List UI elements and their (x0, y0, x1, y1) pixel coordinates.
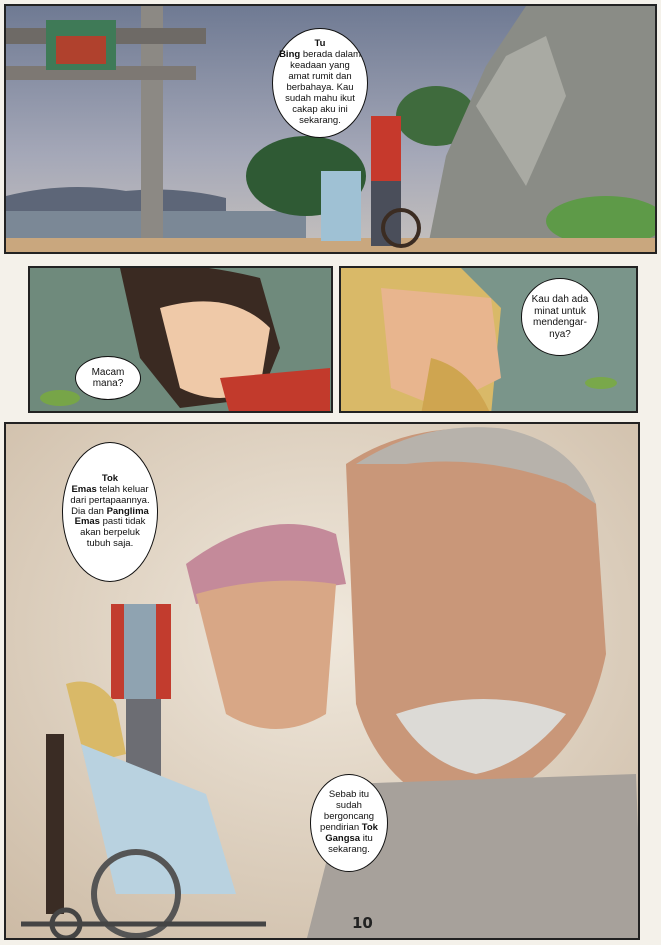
bubble-5-bold-2: Gangsa (325, 832, 361, 844)
bubble-2-text: Macam mana? (91, 366, 125, 389)
speech-bubble-1 (272, 28, 368, 138)
page-number: 10 (352, 914, 373, 932)
bubble-5-bold-1: Tok (361, 822, 378, 833)
panel-3 (339, 266, 638, 413)
bubble-1-text: berada dalam keadaan yang amat rumit dan berbahaya. Kau sudah mahu ikut cakap aku ini sekarang. (285, 49, 361, 126)
panel-1 (4, 4, 657, 254)
bubble-4-bold-3: Panglima (106, 505, 149, 517)
panel-2 (28, 266, 333, 413)
bubble-4-text-1: telah keluar dari pertapaannya. Dia dan (70, 483, 150, 517)
panel-3-art (341, 268, 638, 413)
panel-4 (4, 422, 640, 940)
panel-2-art (30, 268, 333, 413)
bubble-5-text-2: itu sekarang. (328, 832, 373, 855)
bubble-4-bold-2: Emas (71, 483, 97, 495)
bubble-1-bold-1: Tu (314, 38, 326, 50)
bubble-3-text: Kau dah ada minat untuk mendengar-nya? (531, 294, 589, 340)
bubble-5-text-1: Sebab itu sudah bergoncang pendirian (320, 789, 375, 833)
speech-bubble-5 (310, 774, 388, 872)
speech-bubble-2 (75, 356, 141, 400)
bubble-1-bold-2: Bing (279, 49, 301, 61)
bubble-4-bold-4: Emas (74, 516, 100, 528)
speech-bubble-4 (62, 442, 158, 582)
speech-bubble-3 (521, 278, 599, 356)
bubble-4-bold-1: Tok (101, 472, 119, 484)
bubble-4-text-2: pasti tidak akan berpeluk tubuh saja. (80, 516, 146, 550)
